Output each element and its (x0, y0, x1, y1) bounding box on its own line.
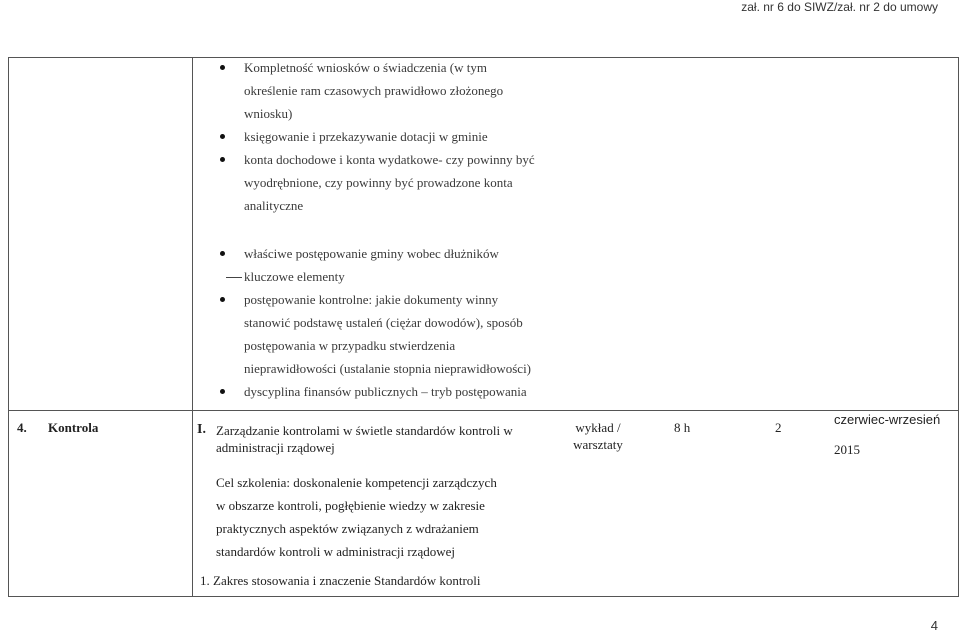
program-first-item: 1. Zakres stosowania i znaczenie Standardów kontroli (200, 573, 481, 588)
topic-bullet-list (220, 56, 550, 217)
list-item: nieprawidłowości (ustalanie stopnia nieprawidłowości) (244, 361, 532, 376)
training-groups: 2 (775, 420, 782, 435)
table-row-separator (8, 410, 958, 411)
table-column-divider (192, 57, 193, 597)
list-item: postępowanie kontrolne: jakie dokumenty winny (220, 288, 550, 311)
list-item: księgowanie i przekazywanie dotacji w gminie (220, 125, 550, 148)
list-item: właściwe postępowanie gminy wobec dłużników (220, 242, 550, 265)
table-border-right (958, 57, 959, 597)
list-item: postępowania w przypadku stwierdzenia (244, 338, 456, 353)
training-goal (216, 471, 526, 563)
goal-line: Cel szkolenia: doskonalenie kompetencji zarządczych (216, 475, 497, 490)
topic-title: Zarządzanie kontrolami w świetle standardów kontroli w administracji rządowej (216, 423, 513, 455)
training-hours: 8 h (674, 420, 691, 435)
goal-line: standardów kontroli w administracji rządowej (216, 544, 455, 559)
row-number: 4. (17, 420, 27, 435)
training-form: wykład / warsztaty (573, 420, 623, 452)
training-period-year: 2015 (834, 442, 860, 457)
table-border-bottom (8, 596, 958, 597)
list-item: konta dochodowe i konta wydatkowe- czy powinny być (220, 148, 550, 171)
topic-bullet-list (220, 242, 550, 403)
list-item: Kompletność wniosków o świadczenia (w tym (220, 56, 550, 79)
list-item: analityczne (244, 198, 304, 213)
goal-line: praktycznych aspektów związanych z wdrażaniem (216, 521, 479, 536)
header-reference: zał. nr 6 do SIWZ/zał. nr 2 do umowy (741, 0, 938, 14)
goal-line: w obszarze kontroli, pogłębienie wiedzy w zakresie (216, 498, 485, 513)
row-name: Kontrola (48, 420, 99, 435)
list-item: kluczowe elementy (220, 265, 550, 288)
list-item: określenie ram czasowych prawidłowo złożonego (244, 83, 504, 98)
list-item: wniosku) (244, 106, 293, 121)
page-number: 4 (930, 618, 938, 633)
table-border-left (8, 57, 9, 597)
list-item: dyscyplina finansów publicznych – tryb postępowania (220, 380, 550, 403)
training-period-months: czerwiec-wrzesień (834, 412, 941, 427)
topic-marker: I. (197, 422, 206, 437)
list-item: wyodrębnione, czy powinny być prowadzone konta (244, 175, 513, 190)
list-item: stanowić podstawę ustaleń (ciężar dowodów), sposób (244, 315, 523, 330)
